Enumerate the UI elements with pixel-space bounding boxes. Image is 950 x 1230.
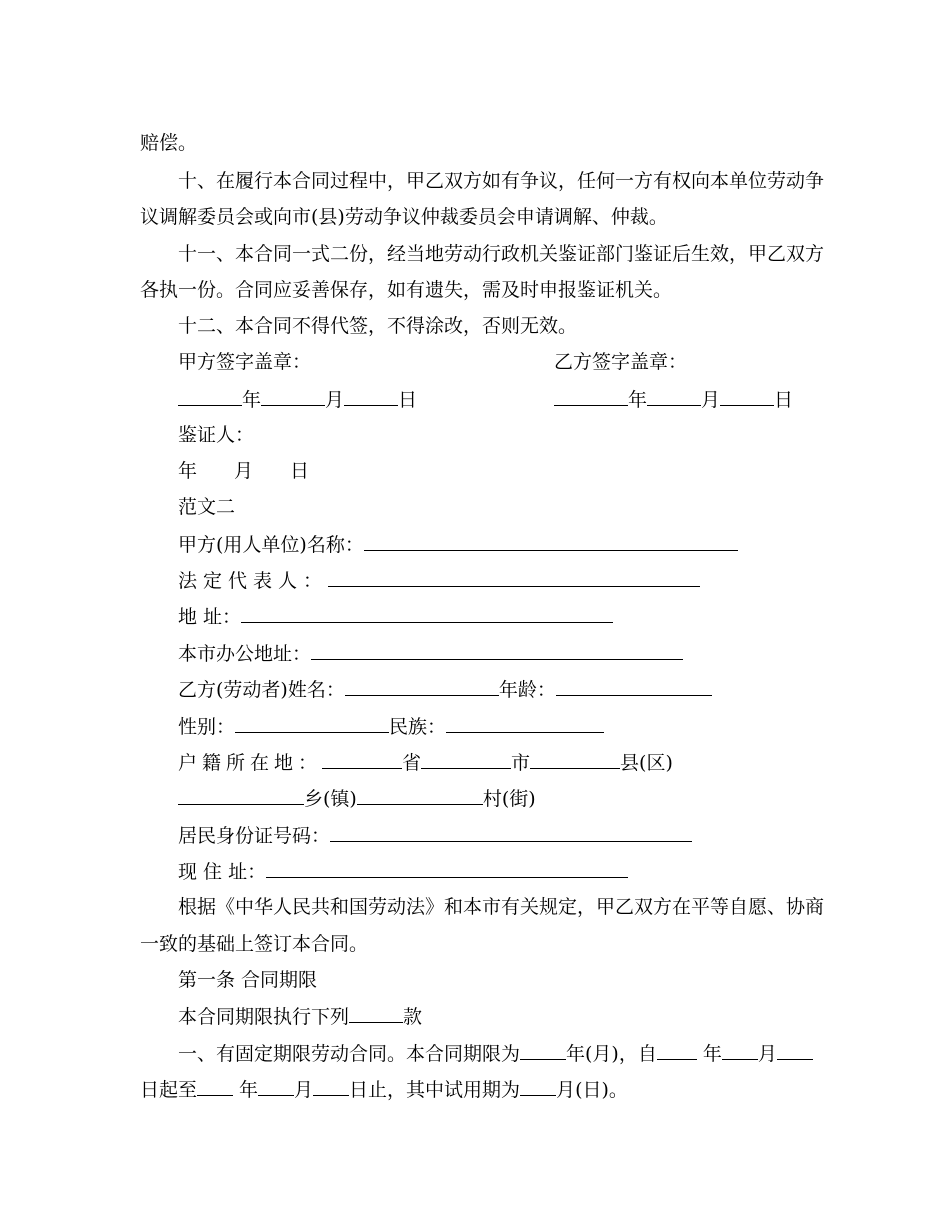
article-1-text: 本合同期限执行下列 款 <box>178 1006 423 1028</box>
blank-line <box>178 786 304 805</box>
blank-line <box>322 750 402 769</box>
fixed-term-line-1: 一、有固定期限劳动合同。本合同期限为 年(月)，自 年 月 <box>178 1041 813 1065</box>
blank-line <box>344 387 398 406</box>
clause-11-line-1: 十一、本合同一式二份，经当地劳动行政机关鉴证部门鉴证后生效，甲乙双方 <box>178 243 825 265</box>
party-a-date: 年 月 日 <box>178 387 417 411</box>
blank-line <box>258 1077 294 1096</box>
blank-line <box>261 387 325 406</box>
party-a-signature-label: 甲方签字盖章： <box>178 351 312 373</box>
party-b-date: 年 月 日 <box>554 387 793 411</box>
clause-11-line-2: 各执一份。合同应妥善保存，如有遗失，需及时申报鉴证机关。 <box>140 279 673 301</box>
blank-line <box>722 1041 758 1060</box>
city-office-field: 本市办公地址： <box>178 641 683 665</box>
clause-10-line-2: 议调解委员会或向市(县)劳动争议仲裁委员会申请调解、仲裁。 <box>140 206 668 228</box>
legal-rep-field: 法定代表人： <box>178 568 700 592</box>
blank-line <box>777 1041 813 1060</box>
blank-line <box>235 714 389 733</box>
party-b-signature-label: 乙方签字盖章： <box>554 351 688 373</box>
blank-line <box>311 641 683 660</box>
blank-line <box>657 1041 697 1060</box>
blank-line <box>530 750 620 769</box>
gender-ethnicity-field: 性别： 民族： <box>178 714 604 738</box>
blank-line <box>349 1004 403 1023</box>
clause-10-line-1: 十、在履行本合同过程中，甲乙双方如有争议，任何一方有权向本单位劳动争 <box>178 170 825 192</box>
clause-12: 十二、本合同不得代签，不得涂改，否则无效。 <box>178 315 578 337</box>
blank-line <box>328 568 700 587</box>
blank-line <box>345 677 499 696</box>
township-village-field: 乡(镇) 村(街) <box>178 786 536 810</box>
blank-line <box>197 1077 233 1096</box>
id-number-field: 居民身份证号码： <box>178 823 692 847</box>
blank-line <box>556 677 712 696</box>
verifier-label: 鉴证人： <box>178 424 255 446</box>
paragraph-end: 赔偿。 <box>140 132 198 154</box>
blank-line <box>266 859 628 878</box>
address-field: 地 址： <box>178 604 613 628</box>
blank-line <box>178 387 242 406</box>
article-1-title: 第一条 合同期限 <box>178 969 318 991</box>
blank-line <box>364 532 738 551</box>
blank-line <box>554 387 628 406</box>
employer-name-field: 甲方(用人单位)名称： <box>178 532 738 556</box>
fixed-term-line-2: 日起至 年 月 日止，其中试用期为 月(日)。 <box>140 1079 628 1101</box>
blank-line <box>720 387 774 406</box>
preamble-line-1: 根据《中华人民共和国劳动法》和本市有关规定，甲乙双方在平等自愿、协商 <box>178 896 825 918</box>
current-address-field: 现 住 址： <box>178 859 628 883</box>
blank-line <box>241 604 613 623</box>
blank-line <box>330 823 692 842</box>
blank-line <box>520 1077 556 1096</box>
sample-heading: 范文二 <box>178 496 236 518</box>
blank-line <box>647 387 701 406</box>
blank-line <box>520 1041 566 1060</box>
preamble-line-2: 一致的基础上签订本合同。 <box>140 933 369 955</box>
verifier-date: 年 月 日 <box>178 460 310 482</box>
domicile-field: 户籍所在地： 省 市 县(区) <box>178 752 673 774</box>
blank-line <box>446 714 604 733</box>
blank-line <box>313 1077 349 1096</box>
blank-line <box>357 786 483 805</box>
employee-name-age-field: 乙方(劳动者)姓名： 年龄： <box>178 677 712 701</box>
blank-line <box>421 750 511 769</box>
